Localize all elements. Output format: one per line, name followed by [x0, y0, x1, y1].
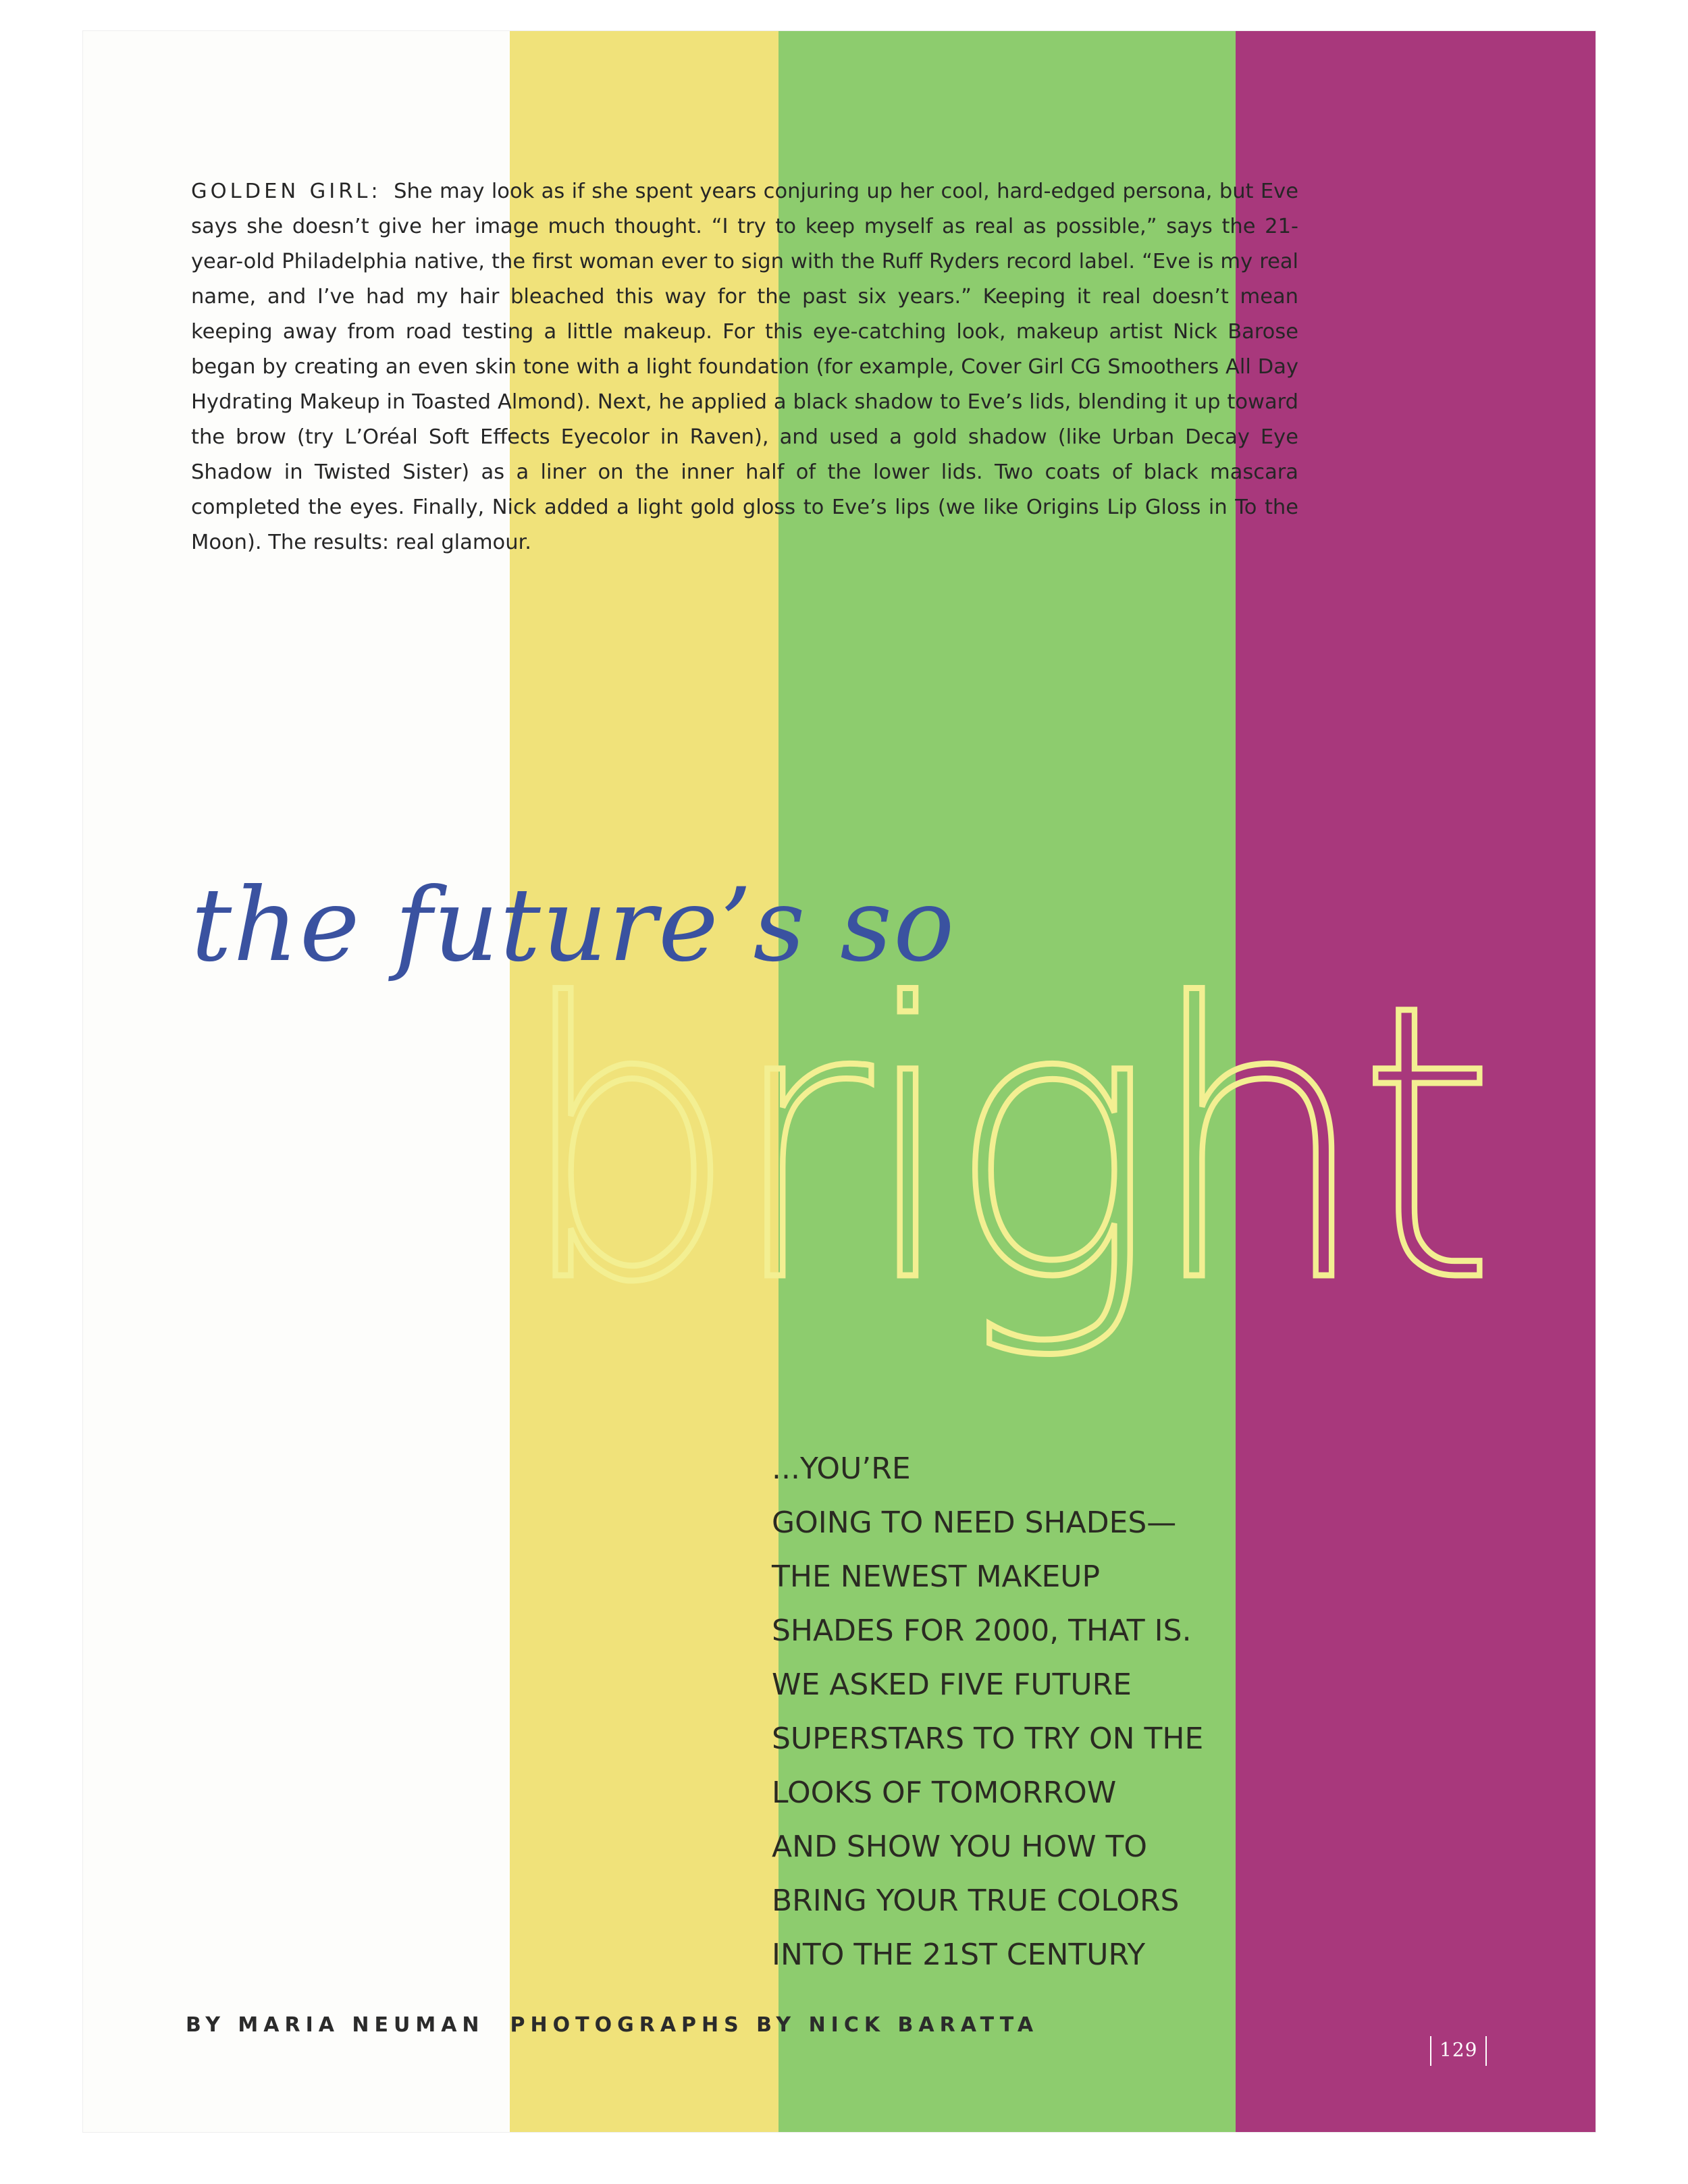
deck-line: WE ASKED FIVE FUTURE [772, 1668, 1132, 1702]
deck-line: ...YOU’RE [772, 1451, 911, 1486]
page-number: 129 [1440, 2038, 1478, 2061]
intro-lead: GOLDEN GIRL: [191, 180, 381, 203]
folio-rule-right [1485, 2036, 1487, 2066]
deck-line: THE NEWEST MAKEUP [772, 1560, 1101, 1594]
intro-body: She may look as if she spent years conjuring up her cool, hard-edged persona, but Eve says she doesn’t give her image much thought. “I try to keep myself as real as possible,” says the 21-year-old Philadelphia native, the first woman ever to sign with the Ruff Ryders record label. “Eve is my real name, and I’ve had my hair bleached this way for the past six years.” Keeping it real doesn’t mean keeping away from road testing a little makeup. For this eye-catching look, makeup artist Nick Barose began by creating an even skin tone with a light foundation (for example, Cover Girl CG Smoothers All Day Hydrating Makeup in Toasted Almond). Next, he applied a black shadow to Eve’s lids, blending it up toward the brow (try L’Oréal Soft Effects Eyecolor in Raven), and used a gold shadow (like Urban Decay Eye Shadow in Twisted Sister) as a liner on the inner half of the lower lids. Two coats of black mascara completed the eyes. Finally, Nick added a light gold gloss to Eve’s lips (we like Origins Lip Gloss in To the Moon). The results: real glamour. [191, 180, 1298, 554]
deck-text [772, 1442, 1258, 1982]
headline-script: the future’s so [191, 867, 956, 984]
deck-line: BRING YOUR TRUE COLORS [772, 1884, 1180, 1918]
headline-big-word: bright [515, 925, 1485, 1365]
deck-line: SHADES FOR 2000, THAT IS. [772, 1614, 1192, 1648]
deck-line: INTO THE 21ST CENTURY [772, 1938, 1146, 1972]
deck-line: SUPERSTARS TO TRY ON THE [772, 1722, 1204, 1756]
credits [186, 2013, 1038, 2037]
photo-credit: PHOTOGRAPHS BY NICK BARATTA [510, 2013, 1039, 2037]
byline: BY MARIA NEUMAN [186, 2013, 485, 2037]
magazine-page [83, 31, 1595, 2132]
intro-paragraph [191, 174, 1298, 560]
deck-line: GOING TO NEED SHADES— [772, 1506, 1177, 1540]
folio-rule-left [1430, 2036, 1431, 2066]
page-folio [1422, 2036, 1495, 2066]
deck-line: LOOKS OF TOMORROW [772, 1776, 1117, 1810]
deck-line: AND SHOW YOU HOW TO [772, 1830, 1148, 1864]
